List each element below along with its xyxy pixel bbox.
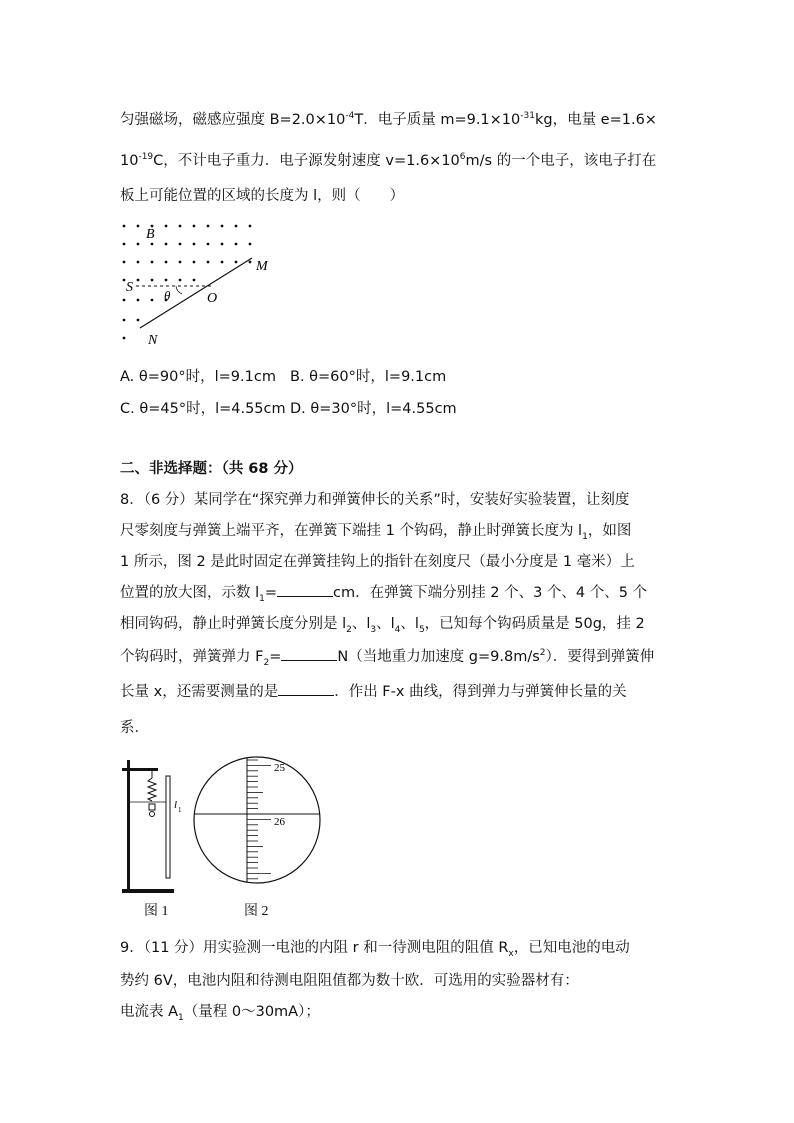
- figure-2-caption: 图 2: [244, 904, 269, 919]
- option-a: A. θ=90°时，l=9.1cm: [120, 369, 276, 385]
- label-n: N: [148, 333, 158, 348]
- field-dot: [235, 261, 238, 264]
- q7-line-3: 板上可能位置的区域的长度为 l，则（ ）: [120, 188, 405, 204]
- field-dot: [137, 243, 140, 246]
- q9-line-3: 电流表 $A_1$（量程 0～30mA）；: [120, 1004, 320, 1023]
- field-dot: [151, 279, 154, 282]
- q8-line-1: 8．（6 分）某同学在“探究弹力和弹簧伸长的关系”时，安装好实验装置，让刻度: [120, 492, 630, 508]
- field-dot: [179, 279, 182, 282]
- hook-weight: [149, 804, 155, 810]
- field-dot: [137, 225, 140, 228]
- section-heading: 二、非选择题：（共 68 分）: [120, 461, 303, 477]
- label-b: B: [146, 227, 155, 242]
- field-dot: [165, 225, 168, 228]
- q7-line-2: $10^{-19}C$，不计电子重力．电子源发射速度 $v=1.6\times 10^6m/s$ 的一个电子，该电子打在: [120, 152, 657, 169]
- field-dot: [123, 261, 126, 264]
- field-dot: [151, 261, 154, 264]
- label-s: S: [126, 280, 133, 295]
- field-dot: [235, 243, 238, 246]
- field-dot: [207, 243, 210, 246]
- field-dot: [221, 225, 224, 228]
- q9-line-2: 势约 6V，电池内阻和待测电阻阻值都为数十欧．可选用的实验器材有：: [120, 973, 579, 989]
- weight-bob: [150, 812, 155, 817]
- spring-coil: [148, 778, 156, 801]
- field-dot: [179, 261, 182, 264]
- field-dot: [249, 243, 252, 246]
- field-dot: [193, 243, 196, 246]
- field-dots: [123, 225, 252, 340]
- field-dot: [123, 225, 126, 228]
- stand-pole: [127, 760, 130, 890]
- q8-line-2: 尺零刻度与弹簧上端平齐，在弹簧下端挂 1 个钩码，静止时弹簧长度为 $l_1$，如图: [120, 523, 632, 542]
- figure-1-caption: 图 1: [144, 904, 169, 919]
- field-dot: [137, 299, 140, 302]
- figure-2-ruler-magnified: [190, 754, 330, 896]
- field-dot: [137, 261, 140, 264]
- field-dot: [207, 261, 210, 264]
- field-dot: [123, 337, 126, 340]
- field-dot: [221, 243, 224, 246]
- ruler: [166, 776, 170, 878]
- field-dot: [193, 225, 196, 228]
- l1-label: l: [174, 799, 178, 811]
- field-dot: [179, 243, 182, 246]
- q8-line-7: 长量 x，还需要测量的是 ．作出 F-x 曲线，得到弹力与弹簧伸长量的关: [120, 680, 627, 701]
- field-dot: [193, 261, 196, 264]
- field-dot: [249, 225, 252, 228]
- ruler-ticks: [247, 760, 271, 879]
- q7-line-1: 匀强磁场，磁感应强度 $B=2.0\times 10^{-4}T$．电子质量 $m=9.1\times 10^{-31}kg$，电量 e=1.6×: [120, 111, 657, 128]
- label-o: O: [207, 291, 218, 306]
- field-dot: [165, 261, 168, 264]
- field-dot: [151, 243, 154, 246]
- field-dot: [137, 279, 140, 282]
- option-b: B. θ=60°时，l=9.1cm: [290, 369, 447, 385]
- field-dot: [235, 225, 238, 228]
- answer-blank-measure: [278, 681, 334, 696]
- option-c: C. θ=45°时，l=4.55cm: [120, 401, 286, 417]
- field-dot: [165, 279, 168, 282]
- field-dot: [179, 225, 182, 228]
- field-dot: [249, 261, 252, 264]
- figure-1-spring-stand: [112, 756, 192, 918]
- magnetic-field-figure: [110, 212, 290, 352]
- field-dot: [123, 243, 126, 246]
- tick-25: 25: [274, 762, 285, 774]
- field-dot: [123, 279, 126, 282]
- answer-blank-l1: [277, 582, 333, 597]
- q8-line-4: 位置的放大图，示数 $l_1=$ cm．在弹簧下端分别挂 2 个、3 个、4 个、5 个: [120, 581, 647, 604]
- q8-line-3: 1 所示，图 2 是此时固定在弹簧挂钩上的指针在刻度尺（最小分度是 1 毫米）上: [120, 554, 635, 570]
- field-dot: [165, 243, 168, 246]
- field-dot: [221, 261, 224, 264]
- label-m: M: [256, 259, 268, 274]
- field-dot: [137, 319, 140, 322]
- q8-line-6: 个钩码时，弹簧弹力 $F_2= N$（当地重力加速度 $g=9.8m/s^2$）．要得到弹簧伸: [120, 645, 654, 668]
- field-dot: [207, 225, 210, 228]
- field-dot: [193, 279, 196, 282]
- tick-26: 26: [274, 816, 285, 828]
- l1-label-sub: 1: [178, 806, 182, 814]
- plate-mn: [140, 258, 252, 328]
- q9-line-1: 9．（11 分）用实验测一电池的内阻 r 和一待测电阻的阻值 $R_x$，已知电池的电动: [120, 940, 630, 959]
- q8-line-5: 相同钩码，静止时弹簧长度分别是 $l_2$、$l_3$、$l_4$、$l_5$，已知每个钩码质量是 50g，挂 2: [120, 616, 645, 635]
- field-dot: [123, 319, 126, 322]
- theta-arc: [176, 286, 182, 294]
- q8-line-8: 系．: [120, 720, 149, 736]
- label-theta: θ: [164, 288, 171, 303]
- option-d: D. θ=30°时，l=4.55cm: [290, 401, 457, 417]
- field-dot: [151, 299, 154, 302]
- answer-blank-f2: [281, 646, 337, 661]
- field-dot: [123, 299, 126, 302]
- stand-arm: [122, 768, 158, 771]
